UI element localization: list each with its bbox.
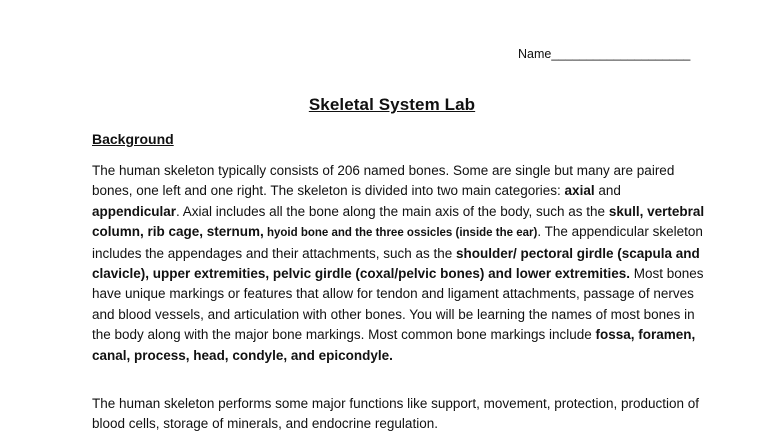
- background-heading: Background: [92, 131, 174, 147]
- axial-bone-list: skull, vertebral column, rib cage, sternum,: [92, 203, 705, 240]
- bone-markings-list: fossa, foramen, canal, process, head, condyle, and epicondyle.: [92, 327, 696, 363]
- text-segment: . Axial includes all the bone along the main axis of the body, such as the: [176, 203, 609, 219]
- term-axial: axial: [564, 183, 595, 199]
- name-field: Name____________________: [518, 47, 691, 61]
- functions-paragraph: The human skeleton performs some major functions like support, movement, protection, production of blood cells, storage of minerals, and endocrine regulation.: [92, 396, 700, 432]
- page-title: Skeletal System Lab: [308, 95, 476, 114]
- term-appendicular: appendicular: [92, 203, 177, 219]
- text-segment: . The appendicular skeleton includes the appendages and their attachments, such as the: [92, 224, 703, 261]
- background-paragraph: [92, 161, 706, 366]
- text-segment: The human skeleton typically consists of 206 named bones. Some are single but many are paired bones, one left and one right. The skeleton is divided into two main categories:: [92, 163, 675, 199]
- text-segment: and: [594, 183, 621, 199]
- appendicular-bone-list: shoulder/ pectoral girdle (scapula and clavicle), upper extremities, pelvic girdle (coxal/pelvic bones) and lower extremities.: [92, 245, 700, 282]
- text-segment: Most bones have unique markings or features that allow for tendon and ligament attachments, passage of nerves and blood vessels, and articulation with other bones. You will be learning the names of most bones in the body along with the major bone markings. Most common bone markings include: [92, 266, 704, 343]
- axial-bone-list-small: hyoid bone and the three ossicles (inside the ear): [263, 227, 538, 240]
